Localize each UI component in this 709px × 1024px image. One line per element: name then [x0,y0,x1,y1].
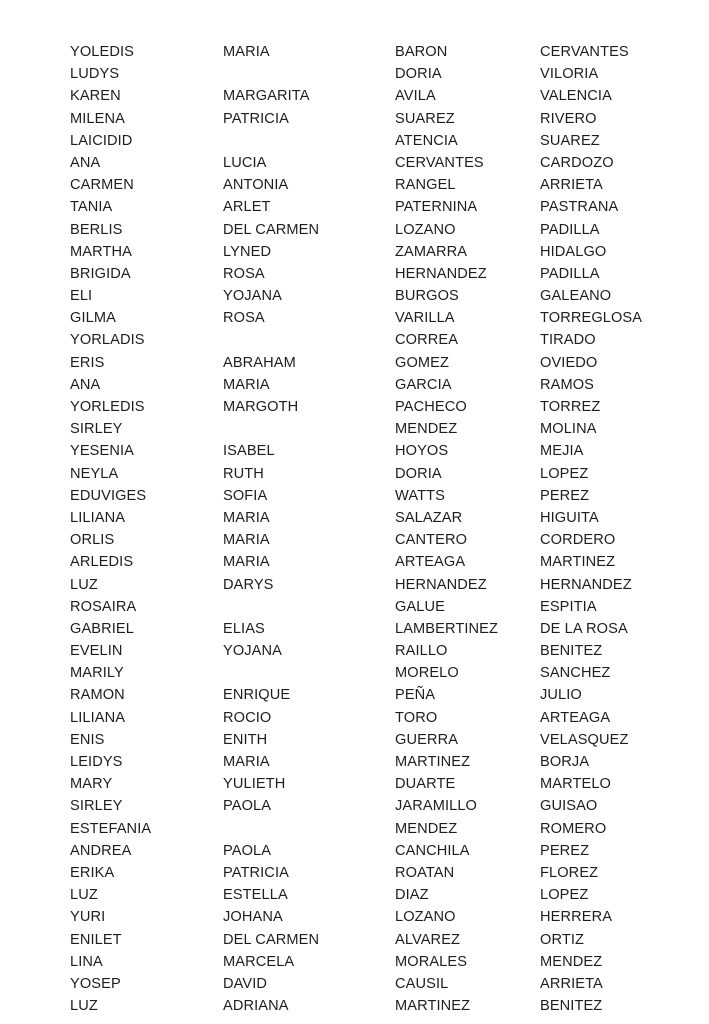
first-name-cell: ORLIS [70,532,115,549]
table-row [0,885,709,907]
table-row [0,109,709,131]
second-surname-cell: PEREZ [540,487,590,504]
first-name-cell: GABRIEL [70,620,134,637]
table-row [0,708,709,730]
first-surname-cell: TORO [395,709,438,726]
table-row [0,220,709,242]
first-surname-cell: HERNANDEZ [395,265,487,282]
first-name-cell: MARY [70,776,113,793]
first-name-cell: ERIKA [70,864,115,881]
table-row [0,907,709,929]
second-surname-cell: PADILLA [540,221,600,238]
second-surname-cell: BENITEZ [540,998,603,1015]
first-name-cell: LUZ [70,576,98,593]
middle-name-cell: LYNED [223,243,272,260]
first-name-cell: ROSAIRA [70,598,137,615]
table-row [0,730,709,752]
second-surname-cell: CERVANTES [540,44,629,60]
middle-name-cell: LUCIA [223,154,267,171]
second-surname-cell: BORJA [540,754,590,770]
first-surname-cell: LOZANO [395,909,456,926]
table-row [0,264,709,286]
first-surname-cell: PATERNINA [395,199,478,216]
first-name-cell: LAICIDID [70,132,133,149]
first-name-cell: NEYLA [70,465,119,482]
table-row [0,597,709,619]
second-surname-cell: ARTEAGA [540,709,611,726]
first-name-cell: MARTHA [70,243,132,260]
table-row [0,42,709,64]
second-surname-cell: MENDEZ [540,953,603,970]
first-surname-cell: LAMBERTINEZ [395,620,499,637]
first-surname-cell: ARTEAGA [395,554,466,571]
first-surname-cell: GARCIA [395,376,452,393]
table-row [0,930,709,952]
middle-name-cell: ROCIO [223,709,272,726]
table-row [0,619,709,641]
table-row [0,64,709,86]
second-surname-cell: MARTELO [540,776,611,793]
second-surname-cell: TIRADO [540,332,596,349]
first-surname-cell: GOMEZ [395,354,450,371]
middle-name-cell: ADRIANA [223,998,289,1015]
first-name-cell: LUDYS [70,66,120,83]
middle-name-cell: YULIETH [223,776,286,793]
table-row [0,86,709,108]
table-row [0,641,709,663]
first-name-cell: LEIDYS [70,754,123,770]
middle-name-cell: MARIA [223,532,270,549]
first-name-cell: LILIANA [70,509,126,526]
table-row [0,863,709,885]
first-name-cell: CARMEN [70,177,134,194]
middle-name-cell: MARIA [223,509,270,526]
table-row [0,131,709,153]
middle-name-cell: PATRICIA [223,864,289,881]
first-surname-cell: AVILA [395,88,436,105]
second-surname-cell: BENITEZ [540,643,603,660]
first-name-cell: YURI [70,909,106,926]
middle-name-cell: DAVID [223,975,268,992]
second-surname-cell: CARDOZO [540,154,614,171]
second-surname-cell: PEREZ [540,842,590,859]
middle-name-cell: YOJANA [223,643,282,660]
first-name-cell: MARILY [70,665,124,682]
middle-name-cell: MARIA [223,554,270,571]
table-row [0,464,709,486]
first-surname-cell: PEÑA [395,687,436,704]
middle-name-cell: MARCELA [223,953,295,970]
middle-name-cell: MARIA [223,754,270,770]
middle-name-cell: SOFIA [223,487,268,504]
table-row [0,175,709,197]
second-surname-cell: HERNANDEZ [540,576,632,593]
first-surname-cell: SUAREZ [395,110,455,127]
first-surname-cell: RANGEL [395,177,456,194]
middle-name-cell: DARYS [223,576,274,593]
second-surname-cell: PASTRANA [540,199,619,216]
second-surname-cell: TORREZ [540,399,601,415]
table-row [0,508,709,530]
second-surname-cell: HIGUITA [540,509,599,526]
first-name-cell: ELI [70,288,93,305]
second-surname-cell: PADILLA [540,265,600,282]
first-name-cell: GILMA [70,310,116,327]
first-name-cell: LUZ [70,998,98,1015]
second-surname-cell: RAMOS [540,376,595,393]
second-surname-cell: VALENCIA [540,88,612,105]
table-row [0,974,709,996]
second-surname-cell: VILORIA [540,66,599,83]
first-name-cell: YOLEDIS [70,44,134,60]
second-surname-cell: SUAREZ [540,132,600,149]
middle-name-cell: ENITH [223,731,268,748]
table-row [0,952,709,974]
first-surname-cell: MORELO [395,665,459,682]
first-name-cell: SIRLEY [70,798,123,815]
middle-name-cell: ABRAHAM [223,354,296,371]
middle-name-cell: PAOLA [223,798,272,815]
middle-name-cell: MARGARITA [223,88,310,105]
second-surname-cell: DE LA ROSA [540,620,628,637]
table-row [0,419,709,441]
first-name-cell: ARLEDIS [70,554,134,571]
first-surname-cell: GALUE [395,598,445,615]
middle-name-cell: ARLET [223,199,271,216]
first-surname-cell: DORIA [395,66,442,83]
first-surname-cell: BURGOS [395,288,459,305]
middle-name-cell: DEL CARMEN [223,931,320,948]
table-row [0,663,709,685]
second-surname-cell: ESPITIA [540,598,597,615]
second-surname-cell: RIVERO [540,110,597,127]
table-row [0,330,709,352]
middle-name-cell: ESTELLA [223,887,288,904]
first-name-cell: EDUVIGES [70,487,147,504]
table-row [0,441,709,463]
first-surname-cell: DIAZ [395,887,429,904]
second-surname-cell: VELASQUEZ [540,731,629,748]
second-surname-cell: JULIO [540,687,582,704]
table-row [0,685,709,707]
name-list-table [0,42,709,1018]
first-name-cell: ESTEFANIA [70,820,152,837]
middle-name-cell: MARGOTH [223,399,299,415]
first-surname-cell: RAILLO [395,643,448,660]
table-row [0,308,709,330]
second-surname-cell: HIDALGO [540,243,607,260]
first-surname-cell: MENDEZ [395,421,458,438]
middle-name-cell: ISABEL [223,443,275,460]
table-row [0,242,709,264]
first-surname-cell: ZAMARRA [395,243,468,260]
first-surname-cell: BARON [395,44,448,60]
first-name-cell: ENILET [70,931,122,948]
table-row [0,153,709,175]
middle-name-cell: RUTH [223,465,264,482]
first-surname-cell: CANCHILA [395,842,470,859]
table-row [0,575,709,597]
table-row [0,530,709,552]
first-surname-cell: CERVANTES [395,154,484,171]
first-surname-cell: ALVAREZ [395,931,461,948]
first-name-cell: LINA [70,953,103,970]
first-name-cell: SIRLEY [70,421,123,438]
second-surname-cell: MOLINA [540,421,597,438]
first-surname-cell: MARTINEZ [395,998,471,1015]
second-surname-cell: ROMERO [540,820,607,837]
first-name-cell: ANDREA [70,842,132,859]
first-name-cell: ANA [70,376,101,393]
first-surname-cell: SALAZAR [395,509,463,526]
first-surname-cell: HOYOS [395,443,449,460]
first-surname-cell: WATTS [395,487,445,504]
middle-name-cell: YOJANA [223,288,282,305]
second-surname-cell: TORREGLOSA [540,310,643,327]
middle-name-cell: JOHANA [223,909,283,926]
first-name-cell: EVELIN [70,643,123,660]
table-row [0,752,709,774]
second-surname-cell: HERRERA [540,909,613,926]
second-surname-cell: LOPEZ [540,887,589,904]
table-row [0,375,709,397]
second-surname-cell: MARTINEZ [540,554,616,571]
middle-name-cell: ROSA [223,265,265,282]
second-surname-cell: ARRIETA [540,177,603,194]
middle-name-cell: ENRIQUE [223,687,291,704]
middle-name-cell: MARIA [223,44,270,60]
table-row [0,819,709,841]
first-name-cell: YORLEDIS [70,399,145,415]
second-surname-cell: MEJIA [540,443,584,460]
second-surname-cell: GALEANO [540,288,612,305]
first-name-cell: YESENIA [70,443,134,460]
first-surname-cell: DORIA [395,465,442,482]
table-row [0,286,709,308]
second-surname-cell: GUISAO [540,798,598,815]
table-row [0,841,709,863]
first-name-cell: MILENA [70,110,125,127]
first-name-cell: ERIS [70,354,105,371]
first-surname-cell: LOZANO [395,221,456,238]
middle-name-cell: PAOLA [223,842,272,859]
first-surname-cell: MARTINEZ [395,754,471,770]
middle-name-cell: PATRICIA [223,110,289,127]
first-name-cell: LILIANA [70,709,126,726]
first-name-cell: TANIA [70,199,113,216]
second-surname-cell: LOPEZ [540,465,589,482]
first-surname-cell: JARAMILLO [395,798,477,815]
table-row [0,996,709,1018]
first-name-cell: BERLIS [70,221,123,238]
table-row [0,397,709,419]
table-row [0,552,709,574]
table-row [0,796,709,818]
first-name-cell: KAREN [70,88,121,105]
first-name-cell: YOSEP [70,975,121,992]
first-surname-cell: ROATAN [395,864,455,881]
first-name-cell: YORLADIS [70,332,145,349]
first-surname-cell: VARILLA [395,310,455,327]
first-surname-cell: CORREA [395,332,459,349]
first-name-cell: BRIGIDA [70,265,131,282]
middle-name-cell: MARIA [223,376,270,393]
middle-name-cell: ROSA [223,310,265,327]
first-surname-cell: MORALES [395,953,468,970]
middle-name-cell: ANTONIA [223,177,289,194]
first-name-cell: RAMON [70,687,125,704]
middle-name-cell: DEL CARMEN [223,221,320,238]
table-row [0,774,709,796]
first-surname-cell: MENDEZ [395,820,458,837]
first-name-cell: ANA [70,154,101,171]
table-row [0,197,709,219]
first-name-cell: LUZ [70,887,98,904]
first-surname-cell: CANTERO [395,532,468,549]
first-surname-cell: DUARTE [395,776,456,793]
table-row [0,353,709,375]
second-surname-cell: OVIEDO [540,354,598,371]
table-row [0,486,709,508]
first-surname-cell: ATENCIA [395,132,458,149]
first-surname-cell: CAUSIL [395,975,449,992]
middle-name-cell: ELIAS [223,620,265,637]
first-name-cell: ENIS [70,731,105,748]
second-surname-cell: ORTIZ [540,931,585,948]
second-surname-cell: ARRIETA [540,975,603,992]
first-surname-cell: GUERRA [395,731,459,748]
first-surname-cell: HERNANDEZ [395,576,487,593]
second-surname-cell: SANCHEZ [540,665,611,682]
second-surname-cell: FLOREZ [540,864,599,881]
first-surname-cell: PACHECO [395,399,467,415]
second-surname-cell: CORDERO [540,532,616,549]
